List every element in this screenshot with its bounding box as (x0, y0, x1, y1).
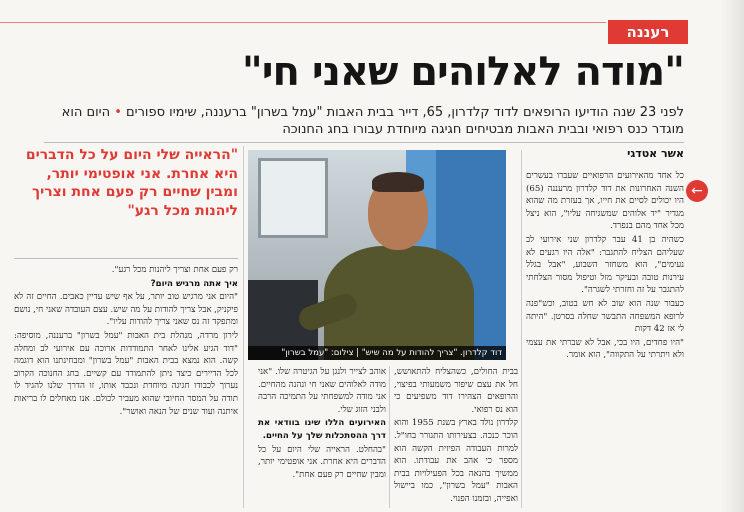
body-column-mid-right (394, 366, 518, 508)
pull-quote-rule (14, 258, 238, 259)
photo-person-hair (372, 172, 424, 192)
paragraph: לירון מרדה, מנהלת בית האבות "עמל בשרון" ברעננה, מוסיפה: "דוד הגיע אלינו לאחר התמודדות ארוכה עם אירועי לב ומחלה קשה. הוא נמצא בבית האבות "עמל בשרון" ומבחינתנו הוא דוגמה לכל הדיירים כיצד ניתן להתמודד עם קשיים. בחג החנוכה הקרוב נערוך לכבודו חגיגה מיוחדת ונכבד אותו, זו הדרך שלנו להגיד לו תודה על המסר החיובי שהוא מעביר לכולם. אנו מאחלים לו בריאות איתנה ועוד שנים של הנאה ואושר". (14, 330, 238, 417)
article-byline: אשר אטדגי (627, 147, 684, 160)
arrow-left-icon: ← (686, 180, 708, 202)
header-rule (44, 142, 684, 143)
interview-question: האירועים הללו שינו בוודאי את דרך ההסתכלות שלך על החיים. (258, 418, 386, 441)
paragraph: בבית החולים, כשהצליח להתאושש, חל את עצם שיפור משמעותי בפיצוי, והרופאים הצהירו דוד משפיעים כי הוא נס רפואי. (394, 367, 518, 415)
body-column-left (14, 264, 238, 508)
article-photo (248, 150, 506, 360)
article-headline: "מודה לאלוהים שאני חי" (241, 49, 684, 95)
paragraph: כשהיה בן 41 עבר קלדרון שני אירועי לב שעליהם הצליח להתגבר: "אלה היו רגעים לא נעימים", הוא משחזר השבוע, "אבל בגלל עירנות טובה ובעיקר מזל וטיפול מסור הצלחתי להתגבר על זה וחזרתי לשגרה". (526, 234, 684, 296)
interview-question: איך אתה מרגיש היום? (150, 278, 238, 289)
paragraph: "בהחלט. הראייה שלי היום על כל הדברים היא אחרת. אני אופטימי יותר, ומבין שחיים רק פעם אחת". (258, 444, 386, 480)
paragraph: אוהב לצייר ולנגן על הגיטרה שלו. "אני מודה לאלוהים שאני חי ונהנה מהחיים. אני מודה למשפחתי על התמיכה הרבה ולבני הזוג שלי. (258, 367, 386, 415)
body-column-right (526, 170, 684, 508)
paragraph: כל אחד מהאירועים הרפואיים שעברו בעשרים השנה האחרונות את דוד קלדרון מרעננה (65) היו יכולים לסיים את חייו, אך בעזרת מה שהוא מגדיר "יד אלוהים שמשגיחה עליו", הוא ניצל מכל אחד מהם בנפרד. (526, 171, 684, 232)
subhead-part2: היום הוא מוגדר כנס רפואי ובבית האבות מבטיחים חגיגה מיוחדת עבורו בחג החנוכה (61, 105, 684, 137)
column-divider (389, 366, 390, 508)
pull-quote: "הראייה שלי היום על כל הדברים היא אחרת. אני אופטימי יותר, ומבין שחיים רק פעם אחת וצריך ליהנות מכל רגע" (25, 147, 238, 219)
section-rule (0, 22, 606, 23)
page-fold-shadow (720, 0, 744, 512)
paragraph: "היו פחדים, היו בכי, אבל לא שברתי את עצמי ולא ויתרתי על התקווה", הוא אומר. (526, 337, 684, 361)
body-column-mid (258, 366, 386, 508)
paragraph: קלדרון נולד בארץ בשנת 1955 והוא הוכר כנכה. בצעירותו התגורר בחו"ל. למרות העבודה הפיזית הקשה הוא מספר כי אהב את עבודתו. הוא ממשיך בהנאה בכל הפעילויות בבית האבות "עמל בשרון", כמו ביישול ואפייה, ובזמנו הפנוי. (394, 418, 518, 504)
section-tag: רעננה (608, 20, 688, 44)
subhead-bullet: • (114, 105, 122, 120)
article-subhead (54, 104, 684, 138)
photo-window (258, 158, 328, 238)
subhead-part1: לפני 23 שנה הודיעו הרופאים לדוד קלדרון, 65, דייר בבית האבות "עמל בשרון" ברעננה, שימיו ספורים (126, 105, 684, 120)
photo-caption: דוד קלדרון. "צריך להודות על מה שיש" | צילום: "עמל בשרון" (248, 346, 506, 360)
paragraph: רק פעם אחת וצריך ליהנות מכל רגע". (111, 265, 238, 275)
paragraph: "היום אני מרגיש טוב יותר, על אף שיש עדיין כאבים. החיים זה לא פיקניק, אבל צריך להודות על מה שיש. עצם העובדה שאני חי, נושם ומתפקד זה נס שאני צריך להודות עליו". (14, 292, 238, 328)
column-divider (243, 146, 244, 508)
paragraph: כעבור שנה הוא שוב לא חש בטוב, וכש"פנה לרופא המשפחה התבשר שחלה בסרטן. "היתה לי אז 42 דקות (526, 298, 684, 335)
column-divider (521, 150, 522, 508)
